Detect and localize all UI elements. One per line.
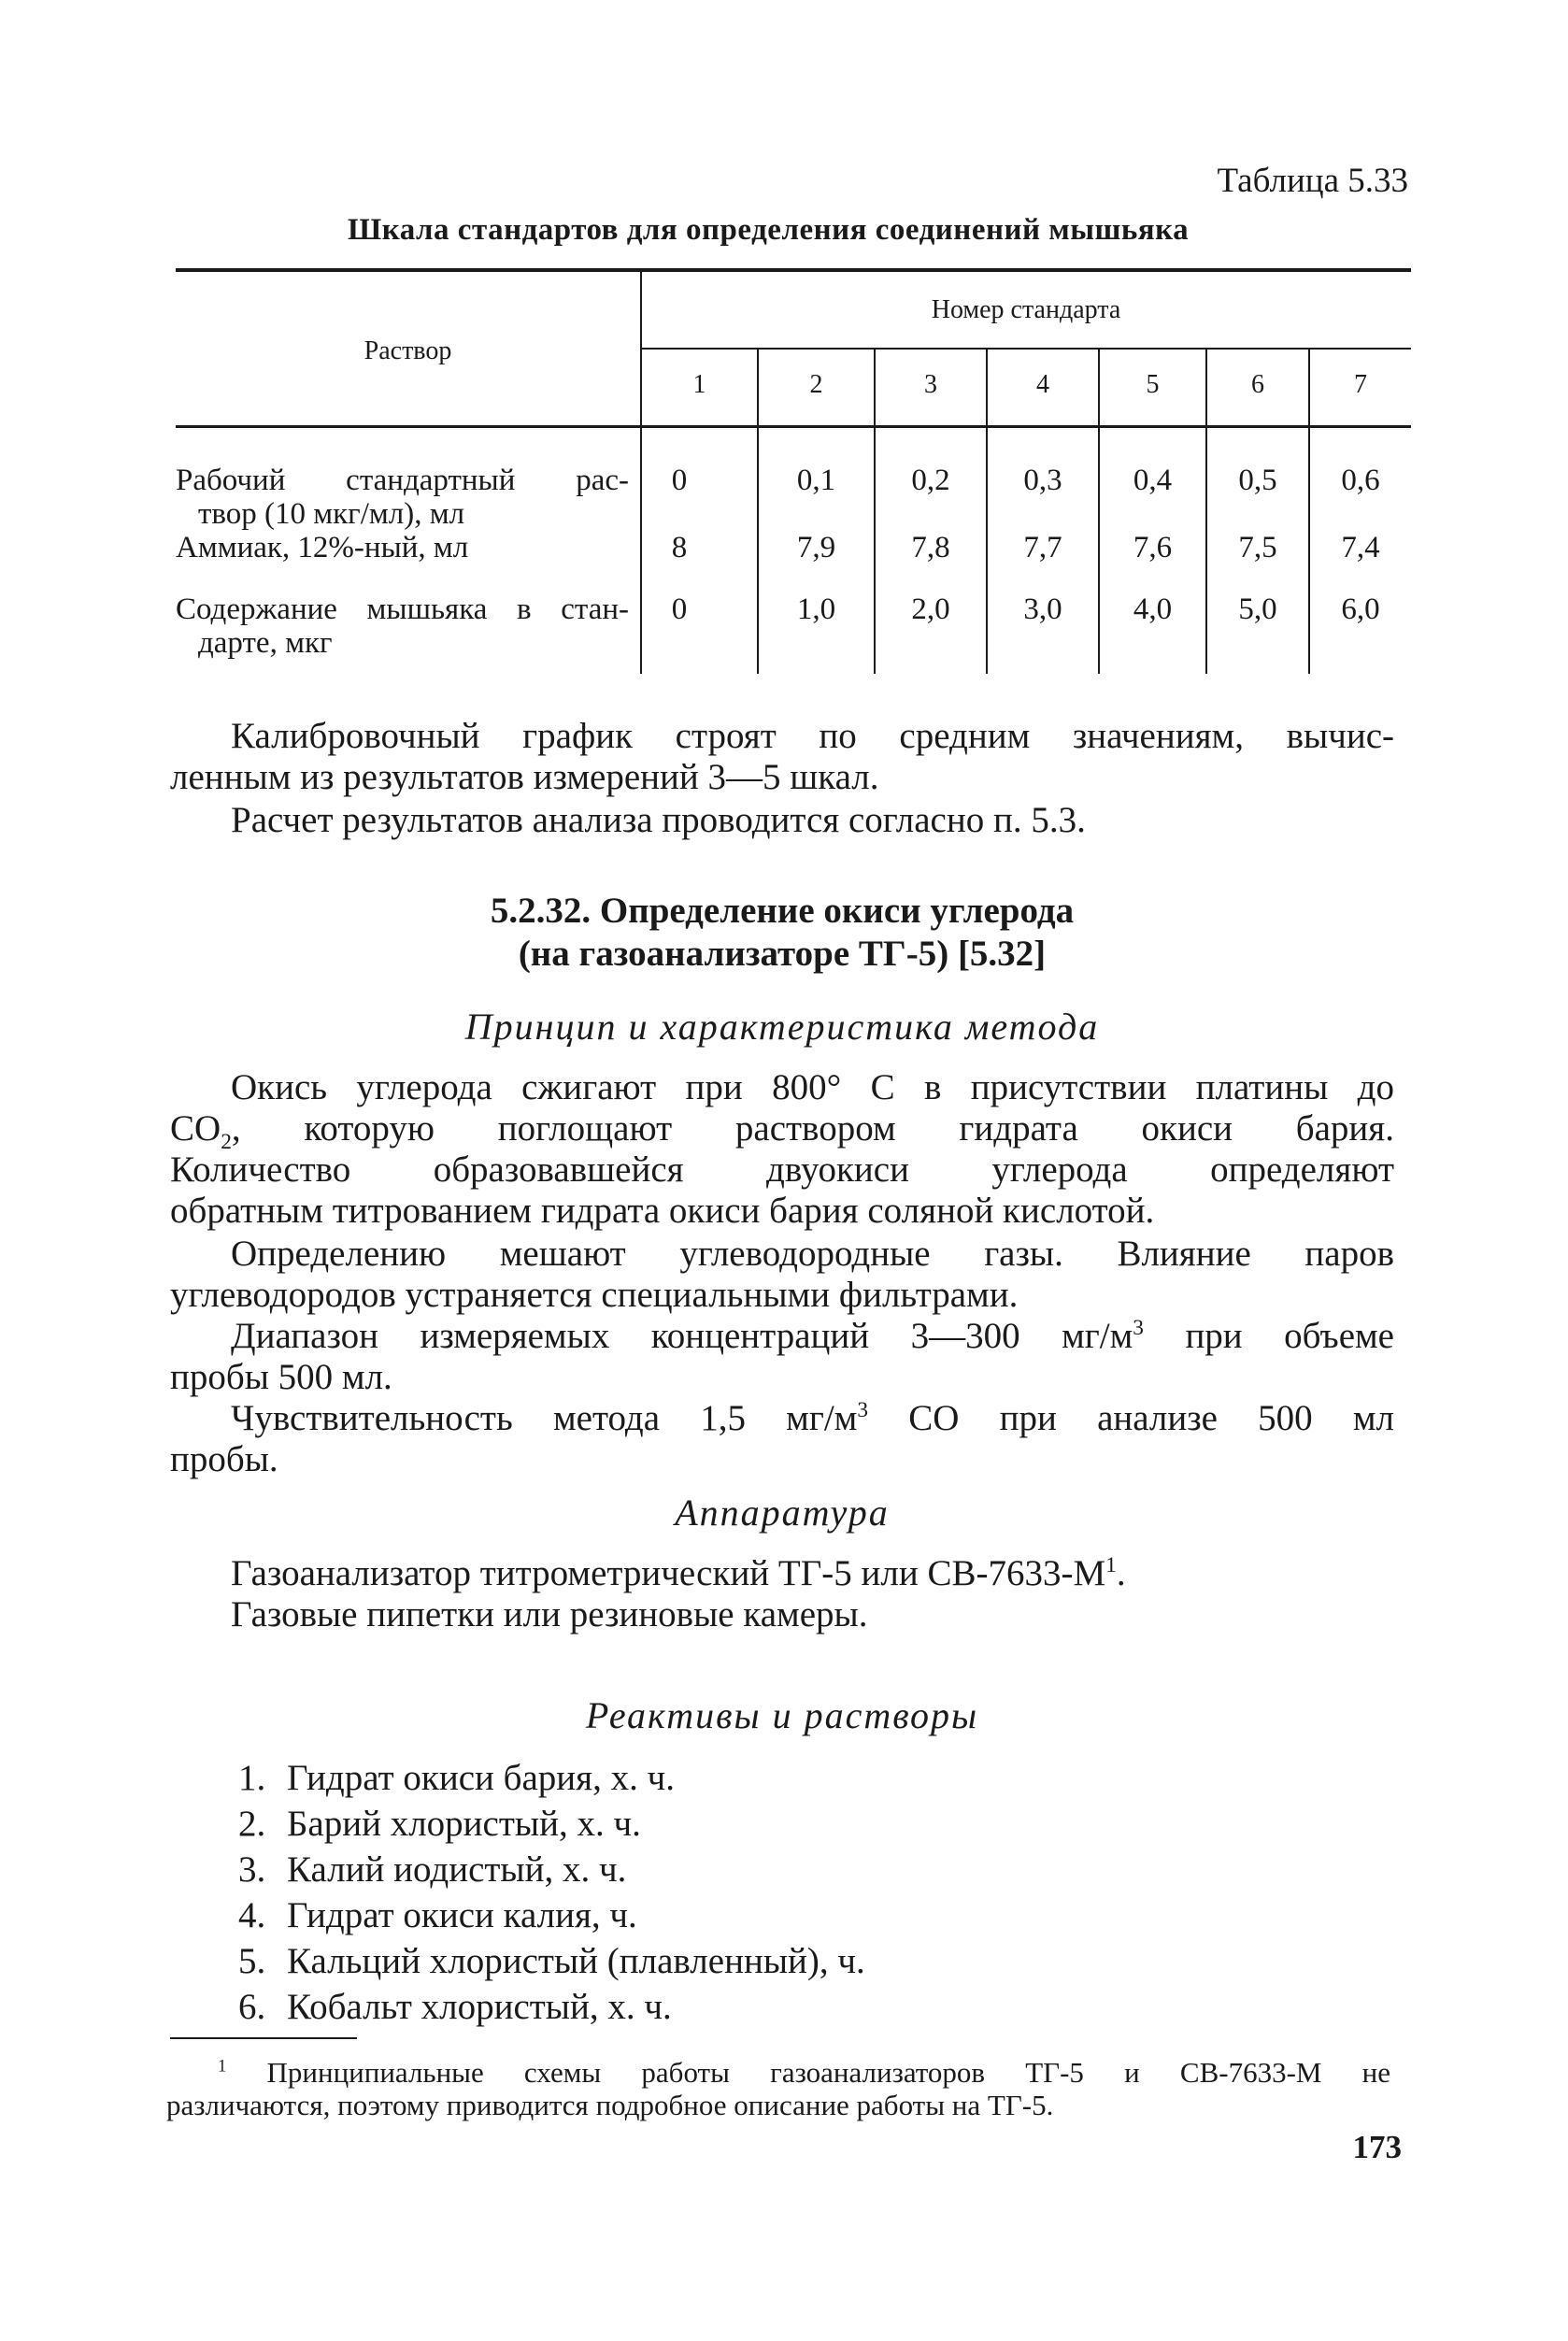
list-item [238, 1892, 1173, 1938]
row-label [176, 531, 629, 564]
text-line: пробы. [170, 1439, 278, 1479]
page-number: 173 [1352, 2129, 1402, 2165]
paragraph-interference [170, 1234, 1394, 1316]
superscript: 3 [1133, 1316, 1144, 1340]
table-cell: 7,9 [796, 531, 836, 564]
column-number: 3 [924, 370, 937, 399]
table-cell: 8 [671, 531, 688, 564]
text-line [170, 1553, 1394, 1594]
subhead-reagents: Реактивы и растворы [585, 1694, 979, 1736]
footnote-rule [170, 2037, 357, 2039]
text-line: Окись углерода сжигают при 800° С в присутствии платины до [231, 1067, 1394, 1107]
text-fragment: Газоанализатор титрометрический ТГ-5 или СВ-7633-М [231, 1553, 1106, 1593]
list-item-text: Гидрат окиси бария, х. ч. [287, 1758, 675, 1798]
table-cell: 0,2 [911, 464, 950, 497]
footnote [166, 2056, 1390, 2121]
footnote-line [166, 2056, 1390, 2089]
column-number: 6 [1251, 370, 1264, 399]
list-item [238, 1847, 1173, 1892]
column-number: 4 [1036, 370, 1049, 399]
table-cell: 7,8 [911, 531, 950, 564]
row-label-line: Аммиак, 12%-ный, мл [176, 531, 469, 564]
text-line: обратным титрованием гидрата окиси бария соляной кислотой. [170, 1191, 1155, 1231]
text-fragment: CO при анализе 500 мл [868, 1398, 1394, 1438]
reagents-list [238, 1755, 1173, 2030]
header-solution: Раствор [363, 336, 452, 365]
table-cell: 0,4 [1133, 464, 1173, 497]
text-line: углеводородов устраняется специальными фильтрами. [170, 1275, 1019, 1315]
text-line [170, 1398, 1394, 1439]
list-item-number: 3. [238, 1849, 266, 1890]
column-number: 2 [809, 370, 823, 399]
table-caption: Шкала стандартов для определения соединений мышьяка [348, 213, 1190, 247]
text-line: Определению мешают углеводородные газы. Влияние паров [231, 1234, 1394, 1274]
text-fragment: CO [170, 1108, 221, 1149]
row-label [176, 592, 629, 660]
list-item-text: Кальций хлористый (плавленный), ч. [287, 1941, 865, 1981]
list-item [238, 1984, 1173, 2030]
list-item-text: Гидрат окиси калия, ч. [287, 1895, 637, 1935]
subhead-apparatus: Аппаратура [675, 1492, 890, 1534]
paragraph-range [170, 1316, 1394, 1398]
footnote-mark: 1 [218, 2056, 227, 2077]
table-cell: 0,3 [1023, 464, 1062, 497]
row-label-line: Содержание мышьяка в стан- [176, 592, 629, 626]
paragraph-calibration [170, 716, 1394, 798]
text-line: Газовые пипетки или резиновые камеры. [231, 1594, 868, 1634]
table-cell: 5,0 [1238, 592, 1277, 626]
column-number: 1 [692, 370, 706, 399]
superscript: 1 [1105, 1553, 1117, 1577]
table-cell: 7,4 [1341, 531, 1380, 564]
table-cell: 4,0 [1133, 592, 1173, 626]
text-fragment: Принципиальные схемы работы газоанализаторов ТГ-5 и СВ-7633-М не [266, 2056, 1391, 2089]
paragraph-principle [170, 1067, 1394, 1232]
table-cell: 6,0 [1341, 592, 1380, 626]
section-title-line: 5.2.32. Определение окиси углерода [490, 891, 1075, 931]
table-cell: 7,5 [1238, 531, 1277, 564]
table-cell: 0 [671, 464, 688, 497]
table-cell: 2,0 [911, 592, 950, 626]
table-cell: 0,1 [796, 464, 836, 497]
paragraph-sensitivity [170, 1398, 1394, 1480]
footnote-line: различаются, поэтому приводится подробное описание работы на ТГ-5. [166, 2089, 1054, 2121]
subscript: 2 [221, 1129, 232, 1154]
table-cell: 7,7 [1023, 531, 1062, 564]
superscript: 3 [857, 1398, 869, 1422]
list-item [238, 1938, 1173, 1984]
text-fragment: . [1116, 1553, 1126, 1593]
table-cell: 0,5 [1238, 464, 1277, 497]
row-label-line: дарте, мкг [198, 626, 333, 660]
list-item-number: 2. [238, 1804, 266, 1844]
header-standard-number: Номер стандарта [931, 295, 1121, 324]
list-item [238, 1755, 1173, 1801]
paragraph-calculation [170, 800, 1394, 841]
row-label-line: Рабочий стандартный рас- [176, 464, 629, 497]
text-line [170, 1316, 1394, 1357]
table-cell: 7,6 [1133, 531, 1173, 564]
list-item-number: 6. [238, 1987, 266, 2027]
table-cell: 1,0 [796, 592, 836, 626]
text-line [170, 1108, 1394, 1154]
table-cell: 3,0 [1023, 592, 1062, 626]
text-fragment: Чувствительность метода 1,5 мг/м [231, 1398, 858, 1438]
list-item-text: Барий хлористый, х. ч. [287, 1804, 641, 1844]
list-item-text: Кобальт хлористый, х. ч. [287, 1987, 672, 2027]
text-line: Расчет результатов анализа проводится согласно п. 5.3. [231, 800, 1086, 840]
text-line: ленным из результатов измерений 3—5 шкал. [170, 757, 879, 797]
table-cell: 0 [671, 592, 688, 626]
list-item-text: Калий иодистый, х. ч. [287, 1849, 627, 1890]
text-fragment: , которую поглощают раствором гидрата окиси бария. [231, 1108, 1394, 1149]
apparatus-list [170, 1553, 1394, 1635]
column-number: 5 [1146, 370, 1160, 399]
list-item-number: 1. [238, 1758, 266, 1798]
text-line: пробы 500 мл. [170, 1357, 392, 1397]
column-number: 7 [1354, 370, 1367, 399]
table-top-rule [176, 268, 1411, 272]
list-item [238, 1801, 1173, 1847]
list-item-number: 4. [238, 1895, 266, 1935]
section-title [170, 890, 1394, 976]
section-title-line: (на газоанализаторе ТГ-5) [5.32] [518, 934, 1047, 974]
row-label-line: твор (10 мкг/мл), мл [198, 497, 465, 531]
text-fragment: Диапазон измеряемых концентраций 3—300 мг/м [231, 1316, 1133, 1356]
table-label: Таблица 5.33 [1217, 162, 1408, 200]
text-line: Количество образовавшейся двуокиси углерода определяют [170, 1149, 1394, 1190]
subhead-principle: Принцип и характеристика метода [464, 1006, 1100, 1048]
table-header-rule [176, 425, 1411, 428]
text-line: Калибровочный график строят по средним значениям, вычис- [231, 716, 1394, 756]
row-label [176, 464, 629, 531]
list-item-number: 5. [238, 1941, 266, 1981]
text-fragment: при объеме [1143, 1316, 1394, 1356]
table-cell: 0,6 [1341, 464, 1380, 497]
